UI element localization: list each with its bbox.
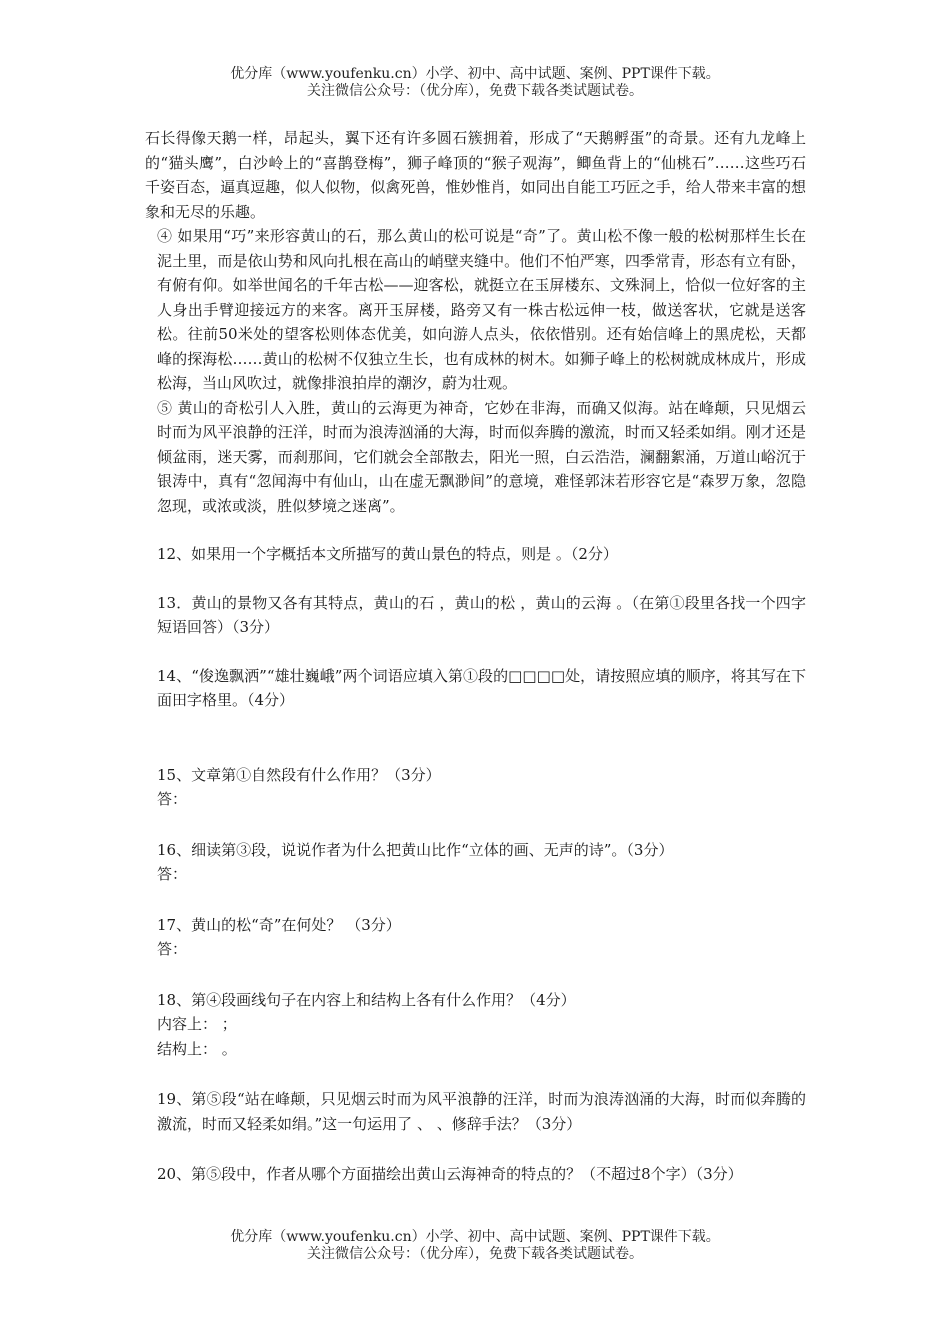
page-header: [0, 66, 950, 100]
question-16: 16、细读第③段，说说作者为什么把黄山比作“立体的画、无声的诗”。（3分）: [157, 840, 674, 859]
answer-label-16: 答：: [157, 865, 188, 883]
question-18-structure: 结构上： 。: [157, 1039, 237, 1058]
question-17: 17、黄山的松“奇”在何处？ （3分）: [157, 915, 401, 934]
page-footer: [0, 1229, 950, 1263]
question-13: 13．黄山的景物又各有其特点，黄山的石 ，黄山的松 ，黄山的云海 。（在第①段里各找一个四字短语回答）（3分）: [157, 593, 806, 636]
answer-label-17: 答：: [157, 940, 188, 958]
paragraph-5: ⑤ 黄山的奇松引人入胜，黄山的云海更为神奇，它妙在非海，而确又似海。站在峰颠，只见烟云时而为风平浪静的汪洋，时而为浪涛汹涌的大海，时而似奔腾的激流，时而又轻柔如绢。刚才还是倾盆雨，迷天雾，而刹那间，它们就会全部散去，阳光一照，白云浩浩，澜翻絮涌，万道山峪沉于银涛中，真有“忽闻海中有仙山，山在虚无飘渺间”的意境，难怪郭沫若形容它是“森罗万象，忽隐忽现，或浓或淡，胜似梦境之迷离”。: [157, 398, 806, 515]
question-14: 14、“俊逸飘洒”“雄壮巍峨”两个词语应填入第①段的□□□□处，请按照应填的顺序，将其写在下面田字格里。（4分）: [157, 666, 806, 709]
question-12: 12、如果用一个字概括本文所描写的黄山景色的特点，则是 。（2分）: [157, 545, 618, 563]
paragraph-3-continued: 石长得像天鹅一样，昂起头，翼下还有许多圆石簇拥着，形成了“天鹅孵蛋”的奇景。还有九龙峰上的“猫头鹰”，白沙岭上的“喜鹊登梅”，狮子峰顶的“猴子观海”，鲫鱼背上的“仙桃石”……这些巧石千姿百态，逼真逗趣，似人似物，似禽死兽，惟妙惟肖，如同出自能工巧匠之手，给人带来丰富的想象和无尽的乐趣。: [145, 129, 806, 221]
document-body: [145, 126, 806, 1187]
question-18: 18、第④段画线句子在内容上和结构上各有什么作用？（4分）: [157, 990, 576, 1009]
question-15: 15、文章第①自然段有什么作用？（3分）: [157, 765, 441, 784]
question-19: 19、第⑤段“站在峰颠，只见烟云时而为风平浪静的汪洋，时而为浪涛汹涌的大海，时而似奔腾的激流，时而又轻柔如绢。”这一句运用了 、 、修辞手法？（3分）: [157, 1090, 806, 1133]
footer-line-1: 优分库（www.youfenku.cn）小学、初中、高中试题、案例、PPT课件下载。: [230, 1229, 720, 1245]
question-20: 20、第⑤段中，作者从哪个方面描绘出黄山云海神奇的特点的？（不超过8个字）（3分）: [157, 1165, 743, 1183]
question-18-content: 内容上： ；: [157, 1015, 237, 1033]
footer-line-2: 关注微信公众号：（优分库），免费下载各类试题试卷。: [307, 1246, 643, 1262]
answer-label-15: 答：: [157, 790, 188, 808]
paragraph-4: ④ 如果用“巧”来形容黄山的石，那么黄山的松可说是“奇”了。黄山松不像一般的松树那样生长在泥土里，而是依山势和风向扎根在高山的峭壁夹缝中。他们不怕严寒，四季常青，形态有立有卧，有俯有仰。如举世闻名的千年古松——迎客松，就挺立在玉屏楼东、文殊洞上，恰似一位好客的主人身出手臂迎接远方的来客。离开玉屏楼，路旁又有一株古松远伸一枝，做送客状，它就是送客松。往前50米处的望客松则体态优美，如向游人点头，依依惜别。还有始信峰上的黑虎松，天都峰的探海松……黄山的松树不仅独立生长，也有成林的树木。如狮子峰上的松树就成林成片，形成松海，当山风吹过，就像排浪拍岸的潮汐，蔚为壮观。: [157, 227, 806, 392]
header-line-1: 优分库（www.youfenku.cn）小学、初中、高中试题、案例、PPT课件下载。: [230, 66, 720, 82]
header-line-2: 关注微信公众号：（优分库），免费下载各类试题试卷。: [307, 83, 643, 99]
